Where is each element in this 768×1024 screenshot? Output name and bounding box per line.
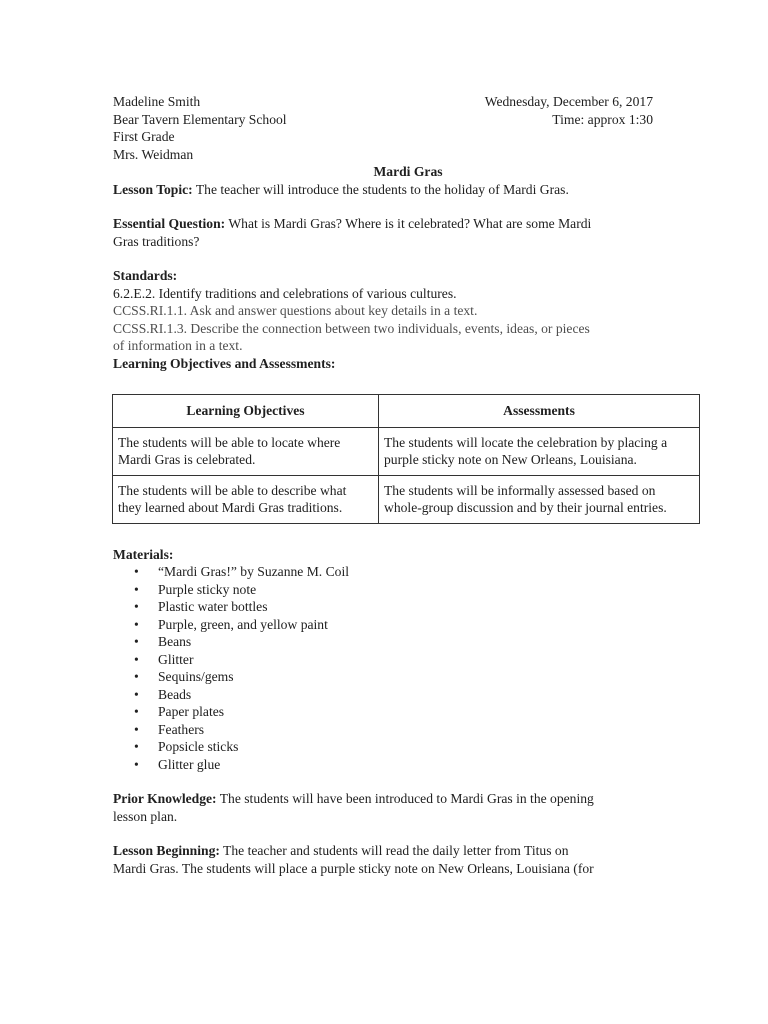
lesson-time: Time: approx 1:30: [552, 111, 653, 127]
school-name: Bear Tavern Elementary School: [113, 111, 287, 127]
table-cell: The students will be able to describe what they learned about Mardi Gras traditions.: [113, 475, 379, 523]
essential-question-line-2: Gras traditions?: [113, 233, 200, 249]
table-header-cell: Assessments: [379, 395, 700, 428]
bullet-icon: •: [134, 686, 139, 702]
bullet-icon: •: [134, 739, 139, 754]
standards-label: Standards:: [113, 268, 178, 283]
document-title: Mardi Gras: [373, 164, 443, 179]
lesson-topic-label: Lesson Topic:: [113, 181, 193, 197]
list-item: • Purple, green, and yellow paint: [134, 616, 328, 632]
header-row-1: [113, 93, 703, 111]
lesson-beginning-line-1: The teacher and students will read the daily letter from Titus on: [219, 843, 569, 858]
lesson-beginning-label: Lesson Beginning:: [113, 843, 220, 858]
list-item: • Sequins/gems: [134, 669, 234, 684]
objectives-table: [112, 394, 700, 524]
bullet-icon: •: [134, 651, 139, 667]
author-name: Madeline Smith: [113, 94, 201, 109]
prior-knowledge-label: Prior Knowledge:: [113, 791, 217, 806]
list-item: • Beans: [134, 634, 192, 649]
bullet-icon: •: [134, 704, 139, 719]
table-cell: The students will be able to locate where Mardi Gras is celebrated.: [113, 427, 379, 475]
bullet-icon: •: [134, 581, 139, 597]
list-item: • Beads: [134, 686, 192, 702]
table-row: [113, 427, 700, 475]
list-item: • Feathers: [134, 721, 205, 737]
table-cell: The students will locate the celebration by placing a purple sticky note on New Orleans, Louisiana.: [379, 427, 700, 475]
standard-item: 6.2.E.2. Identify traditions and celebrations of various cultures.: [113, 285, 457, 301]
table-header-cell: Learning Objectives: [113, 395, 379, 428]
essential-question: [113, 215, 703, 250]
table-header-row: [113, 395, 700, 428]
materials-label: Materials:: [113, 546, 174, 562]
lesson-topic-text: The teacher will introduce the students to the holiday of Mardi Gras.: [192, 181, 569, 197]
bullet-icon: •: [134, 721, 139, 737]
lesson-beginning-line-2: Mardi Gras. The students will place a purple sticky note on New Orleans, Louisiana (for: [113, 860, 594, 876]
prior-knowledge-line-1: The students will have been introduced to Mardi Gras in the opening: [216, 791, 594, 806]
grade-level: First Grade: [113, 129, 175, 144]
lesson-beginning: [113, 842, 703, 877]
bullet-icon: •: [134, 599, 139, 614]
list-item: • Glitter: [134, 651, 194, 667]
list-item: • Paper plates: [134, 704, 225, 719]
header-row-2: [113, 111, 703, 129]
standard-item: CCSS.RI.1.1. Ask and answer questions about key details in a text.: [113, 303, 478, 318]
list-item: • Popsicle sticks: [134, 739, 239, 754]
list-item: • Plastic water bottles: [134, 599, 268, 614]
essential-question-line-1: What is Mardi Gras? Where is it celebrated? What are some Mardi: [225, 216, 592, 231]
bullet-icon: •: [134, 634, 139, 649]
document-page: [113, 93, 703, 877]
prior-knowledge-line-2: lesson plan.: [113, 808, 178, 824]
list-item: • “Mardi Gras!” by Suzanne M. Coil: [134, 564, 350, 579]
list-item: • Purple sticky note: [134, 581, 257, 597]
bullet-icon: •: [134, 616, 139, 632]
materials-list: [113, 563, 703, 773]
essential-question-label: Essential Question:: [113, 216, 226, 231]
standard-item: of information in a text.: [113, 338, 243, 353]
lesson-topic: [113, 181, 703, 199]
bullet-icon: •: [134, 669, 139, 684]
table-row: [113, 475, 700, 523]
objectives-heading: Learning Objectives and Assessments:: [113, 355, 336, 371]
teacher-name: Mrs. Weidman: [113, 146, 194, 162]
bullet-icon: •: [134, 756, 139, 772]
bullet-icon: •: [134, 564, 139, 579]
standard-item: CCSS.RI.1.3. Describe the connection between two individuals, events, ideas, or pieces: [113, 320, 590, 336]
lesson-date: Wednesday, December 6, 2017: [484, 94, 653, 109]
prior-knowledge: [113, 790, 703, 825]
table-cell: The students will be informally assessed based on whole-group discussion and by their journal entries.: [379, 475, 700, 523]
list-item: • Glitter glue: [134, 756, 221, 772]
